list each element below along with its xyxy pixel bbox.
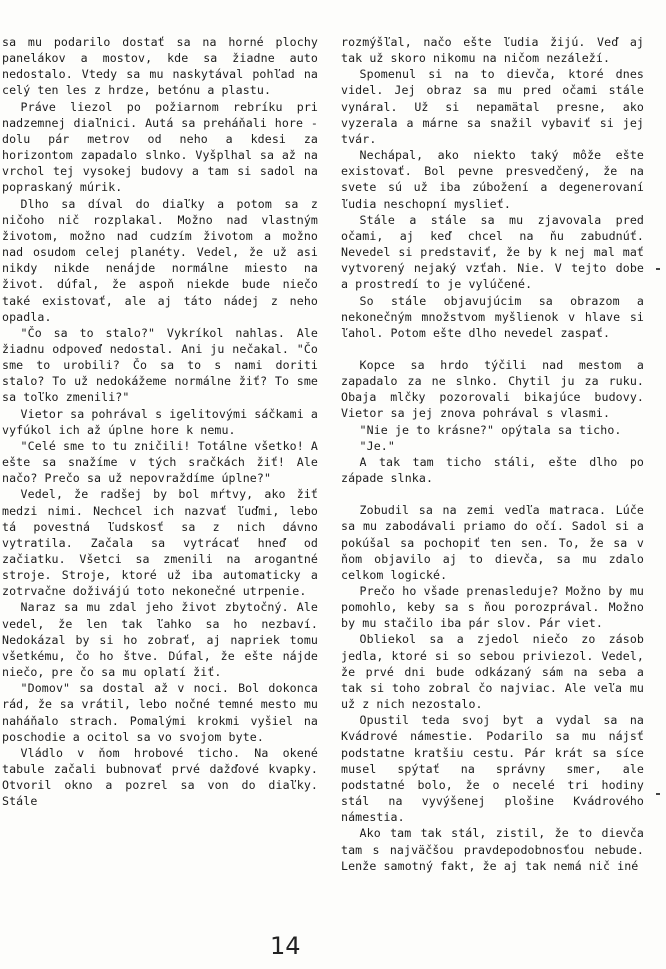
- paragraph: Vedel, že radšej by bol mŕtvy, ako žiť medzi nimi. Nechcel ich nazvať ľuďmi, lebo tá povestná ľudskosť sa z nich dávno vytratila. Začala sa vytrácať hneď od začiatku. Všetci sa zmenili na arogantné stroje. Stroje, ktoré už iba automaticky a zotrvačne doživájú toto nekonečné utrpenie.: [2, 487, 318, 599]
- paragraph: Vietor sa pohrával s igelitovými sáčkami a vyfúkol ich až úplne hore k nemu.: [2, 406, 318, 437]
- margin-mark: [656, 793, 660, 795]
- page-number: 14: [270, 932, 301, 960]
- paragraph: Stále a stále sa mu zjavovala pred očami, aj keď chcel na ňu zabudnúť. Nevedel si predstaviť, že by k nej mal mať vytvorený nejaký vzťah. Nie. V tejto dobe a prostredí to je vylúčené.: [341, 212, 644, 292]
- paragraph: "Čo sa to stalo?" Vykríkol nahlas. Ale žiadnu odpoveď nedostal. Ani ju nečakal. "Čo sme to urobili? Čo sa to s nami doriti stalo? To už nedokážeme normálne žiť? To sme sa toľko zmenili?": [2, 325, 318, 405]
- paragraph: Nechápal, ako niekto taký môže ešte existovať. Bol pevne presvedčený, že na svete sú už iba zúbožení a degenerovaní ľudia neschopní myslieť.: [341, 148, 644, 211]
- paragraph: Prečo ho všade prenasleduje? Možno by mu pomohlo, keby sa s ňou porozprával. Možno by mu stačilo iba pár slov. Pár viet.: [341, 584, 644, 631]
- margin-mark: [656, 268, 660, 270]
- left-text-column: [2, 34, 318, 810]
- paragraph: Obliekol sa a zjedol niečo zo zásob jedla, ktoré si so sebou priviezol. Vedel, že prvé dni bude odkázaný sám na seba a tak si toho zobral čo najviac. Ale veľa mu už z nich nezostalo.: [341, 632, 644, 712]
- paragraph: So stále objavujúcim sa obrazom a nekonečným množstvom myšlienok v hlave si ľahol. Potom ešte dlho nevedel zaspať.: [341, 293, 644, 340]
- paragraph: rozmýšľal, načo ešte ľudia žijú. Veď aj tak už skoro nikomu na ničom nezáleží.: [341, 35, 644, 66]
- paragraph: "Domov" sa dostal až v noci. Bol dokonca rád, že sa vrátil, lebo nočné temné mesto mu naháňalo strach. Pomalými krokmi vyšiel na poschodie a ocitol sa vo svojom byte.: [2, 681, 318, 744]
- paragraph: "Nie je to krásne?" opýtala sa ticho.: [359, 422, 622, 437]
- right-text-column: [341, 34, 644, 874]
- paragraph: "Je.": [359, 438, 395, 453]
- paragraph: sa mu podarilo dostať sa na horné plochy panelákov a mostov, kde sa žiadne auto nedostalo. Vtedy sa mu naskytával pohľad na celý ten les z hrdze, betónu a plastu.: [2, 35, 318, 98]
- paragraph: Práve liezol po požiarnom rebríku pri nadzemnej diaľnici. Autá sa preháňali hore - dolu pár metrov od neho a kdesi za horizontom zapadalo slnko. Vyšplhal sa až na vrchol tej vysokej budovy a tam si sadol na popraskaný múrik.: [2, 99, 318, 195]
- paragraph: A tak tam ticho stáli, ešte dlho po západe slnka.: [341, 454, 644, 486]
- paragraph: Kopce sa hrdo týčili nad mestom a zapadalo za ne slnko. Chytil ju za ruku. Obaja mlčky pozorovali bikajúce budovy. Vietor sa jej znova pohrával s vlasmi.: [341, 357, 644, 421]
- paragraph: Vládlo v ňom hrobové ticho. Na okené tabule začali bubnovať prvé dažďové kvapky. Otvoril okno a pozrel sa von do diaľky. Stále: [2, 745, 318, 809]
- paragraph: Opustil teda svoj byt a vydal sa na Kvádrové námestie. Podarilo sa mu nájsť podstatne kratšiu cestu. Pár krát sa síce musel spýtať na správny smer, ale podstatné bolo, že o necelé tri hodiny stál na vyvýšenej plošine Kvádrového námestia.: [341, 713, 644, 825]
- paragraph: "Celé sme to tu zničili! Totálne všetko! A ešte sa snažíme v tých sračkách žiť! Ale načo? Prečo sa už nepovraždíme úplne?": [2, 438, 318, 486]
- paragraph: Spomenul si na to dievča, ktoré dnes videl. Jej obraz sa mu pred očami stále vynáral. Už si nepamätal presne, ako vyzerala a márne sa snažil vybaviť si jej tvár.: [341, 67, 644, 146]
- paragraph: Dlho sa díval do diaľky a potom sa z ničoho nič rozplakal. Možno nad vlastným životom, možno nad cudzím životom a možno nad osudom celej planéty. Vedel, že už asi nikdy nikde nenájde normálne miesto na život. dúfal, že aspoň niekde bude niečo také existovať, ale aj táto nádej z neho opadla.: [2, 196, 318, 324]
- paragraph: Zobudil sa na zemi vedľa matraca. Lúče sa mu zabodávali priamo do očí. Sadol si a pokúšal sa pochopiť ten sen. To, že sa v ňom objavilo aj to dievča, sa mu zdalo celkom logické.: [341, 503, 644, 582]
- paragraph: Naraz sa mu zdal jeho život zbytočný. Ale vedel, že len tak ľahko sa ho nezbaví. Nedokázal by si ho zobrať, aj napriek tomu všetkému, čo ho štve. Dúfal, že ešte nájde niečo, pre čo sa mu oplatí žiť.: [2, 600, 318, 680]
- paragraph: Ako tam tak stál, zistil, že to dievča tam s najväčšou pravdepodobnosťou nebude. Lenže samotný fakt, že aj tak nemá nič iné: [341, 826, 644, 873]
